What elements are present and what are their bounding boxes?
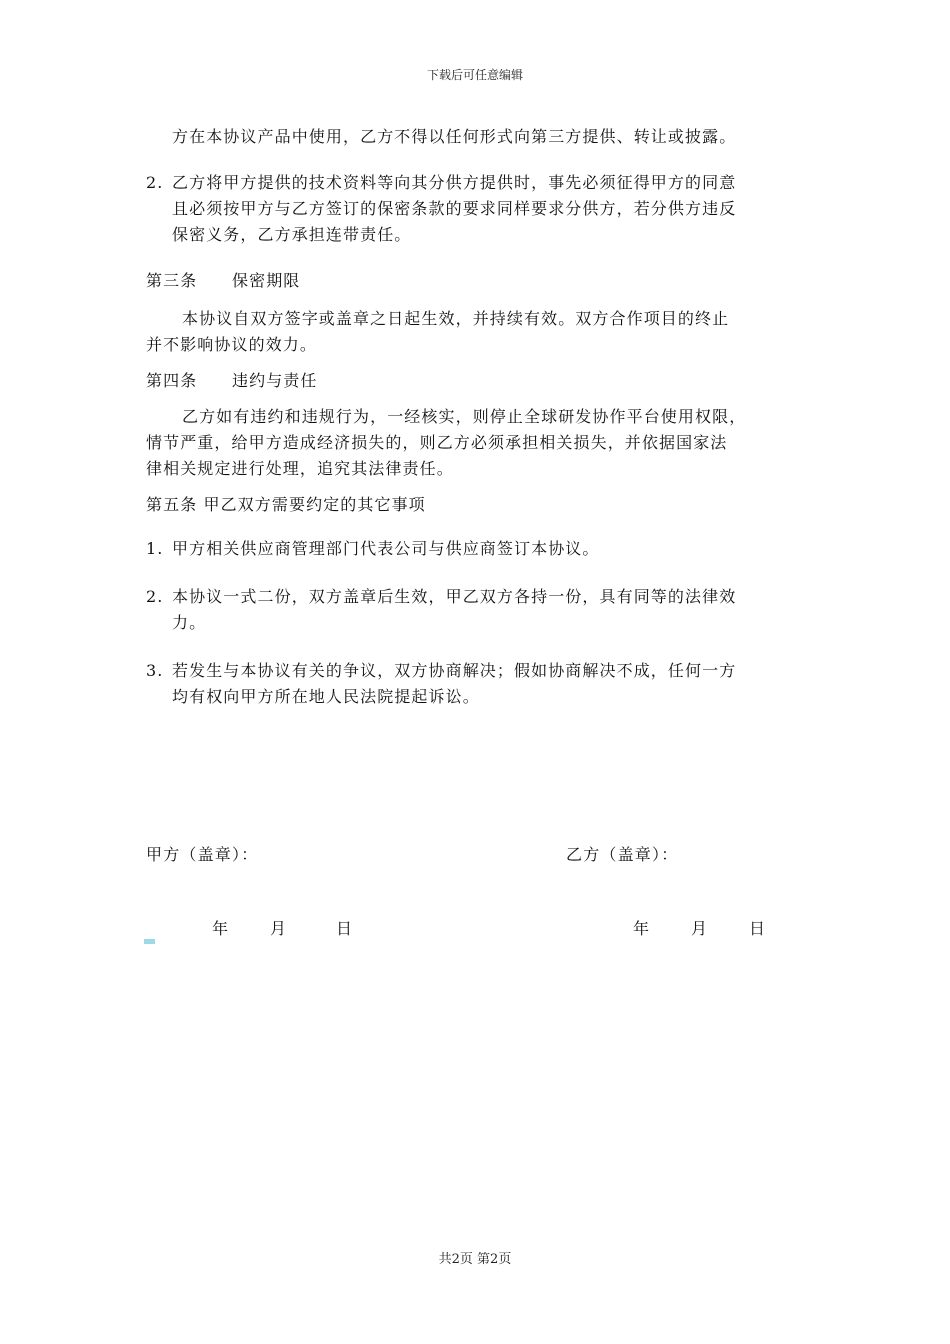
article-4-body <box>146 404 810 482</box>
paragraph-line: 乙方将甲方提供的技术资料等向其分供方提供时，事先必须征得甲方的同意 <box>172 173 737 192</box>
paragraph-line: 力。 <box>172 613 207 632</box>
party-a-seal-label: 甲方（盖章）： <box>146 845 259 864</box>
paragraph-line: 且必须按甲方与乙方签订的保密条款的要求同样要求分供方，若分供方违反 <box>172 199 737 218</box>
paragraph-line: 甲方相关供应商管理部门代表公司与供应商签订本协议。 <box>172 539 600 558</box>
header-note: 下载后可任意编辑 <box>426 68 523 82</box>
article-label: 第三条 <box>146 271 198 290</box>
article-5-item-3 <box>146 658 810 710</box>
article-label: 第四条 <box>146 371 198 390</box>
article-5-item-2 <box>146 584 810 636</box>
item-number: 2. <box>146 173 164 192</box>
paragraph-line: 方在本协议产品中使用，乙方不得以任何形式向第三方提供、转让或披露。 <box>172 127 737 146</box>
article-heading-text: 第五条 甲乙双方需要约定的其它事项 <box>146 495 426 514</box>
article-3-body <box>146 306 810 358</box>
article-5-heading <box>146 492 810 518</box>
paragraph-line: 本协议一式二份，双方盖章后生效，甲乙双方各持一份，具有同等的法律效 <box>172 587 737 606</box>
party-b-seal-label: 乙方（盖章）： <box>566 845 679 864</box>
item-number: 2. <box>146 587 164 606</box>
continuation-paragraph <box>146 124 810 150</box>
date-day-label: 日 <box>336 919 353 938</box>
article-4-heading <box>146 368 810 394</box>
highlight-marker <box>144 939 155 944</box>
date-year-label: 年 <box>212 919 229 938</box>
paragraph-line: 若发生与本协议有关的争议，双方协商解决；假如协商解决不成，任何一方 <box>172 661 737 680</box>
list-item-2 <box>146 170 810 248</box>
party-a-date <box>212 916 352 939</box>
paragraph-line: 均有权向甲方所在地人民法院提起诉讼。 <box>172 687 480 706</box>
paragraph-line: 保密义务，乙方承担连带责任。 <box>172 225 412 244</box>
article-title: 违约与责任 <box>232 371 318 390</box>
article-5-item-1 <box>146 536 810 562</box>
date-month-label: 月 <box>270 919 287 938</box>
paragraph-line: 本协议自双方签字或盖章之日起生效，并持续有效。双方合作项目的终止 <box>182 309 730 328</box>
date-day-label: 日 <box>749 919 766 938</box>
item-number: 3. <box>146 661 164 680</box>
article-3-heading <box>146 268 810 294</box>
article-title: 保密期限 <box>232 271 301 290</box>
paragraph-line: 乙方如有违约和违规行为，一经核实，则停止全球研发协作平台使用权限， <box>182 407 747 426</box>
paragraph-line: 并不影响协议的效力。 <box>146 335 318 354</box>
paragraph-line: 律相关规定进行处理，追究其法律责任。 <box>146 459 454 478</box>
paragraph-line: 情节严重，给甲方造成经济损失的，则乙方必须承担相关损失，并依据国家法 <box>146 433 728 452</box>
party-b-date <box>633 916 765 939</box>
date-month-label: 月 <box>691 919 708 938</box>
page-footer: 共2页 第2页 <box>438 1252 512 1267</box>
item-number: 1. <box>146 539 164 558</box>
date-year-label: 年 <box>633 919 650 938</box>
